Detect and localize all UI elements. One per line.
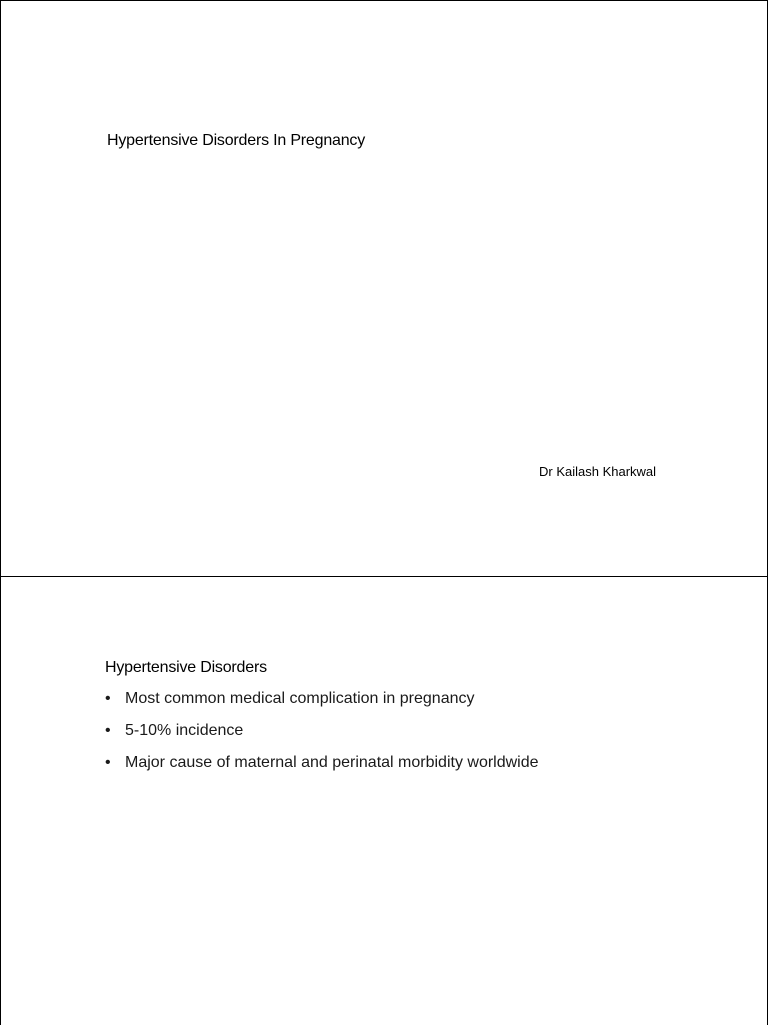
bullet-icon: • (105, 690, 111, 707)
bullet-text: Most common medical complication in pregnancy (125, 690, 475, 707)
slide-heading: Hypertensive Disorders (105, 659, 267, 676)
list-item (105, 753, 539, 773)
bullet-text: Major cause of maternal and perinatal morbidity worldwide (125, 754, 539, 771)
presentation-title: Hypertensive Disorders In Pregnancy (107, 132, 366, 149)
author-name: Dr Kailash Kharkwal (539, 464, 657, 479)
bullet-text: 5-10% incidence (125, 722, 244, 739)
bullet-icon: • (105, 754, 111, 771)
slide-overview (0, 576, 768, 1025)
list-item (105, 689, 539, 709)
bullet-icon: • (105, 722, 111, 739)
bullet-list (105, 689, 539, 785)
list-item (105, 721, 539, 741)
